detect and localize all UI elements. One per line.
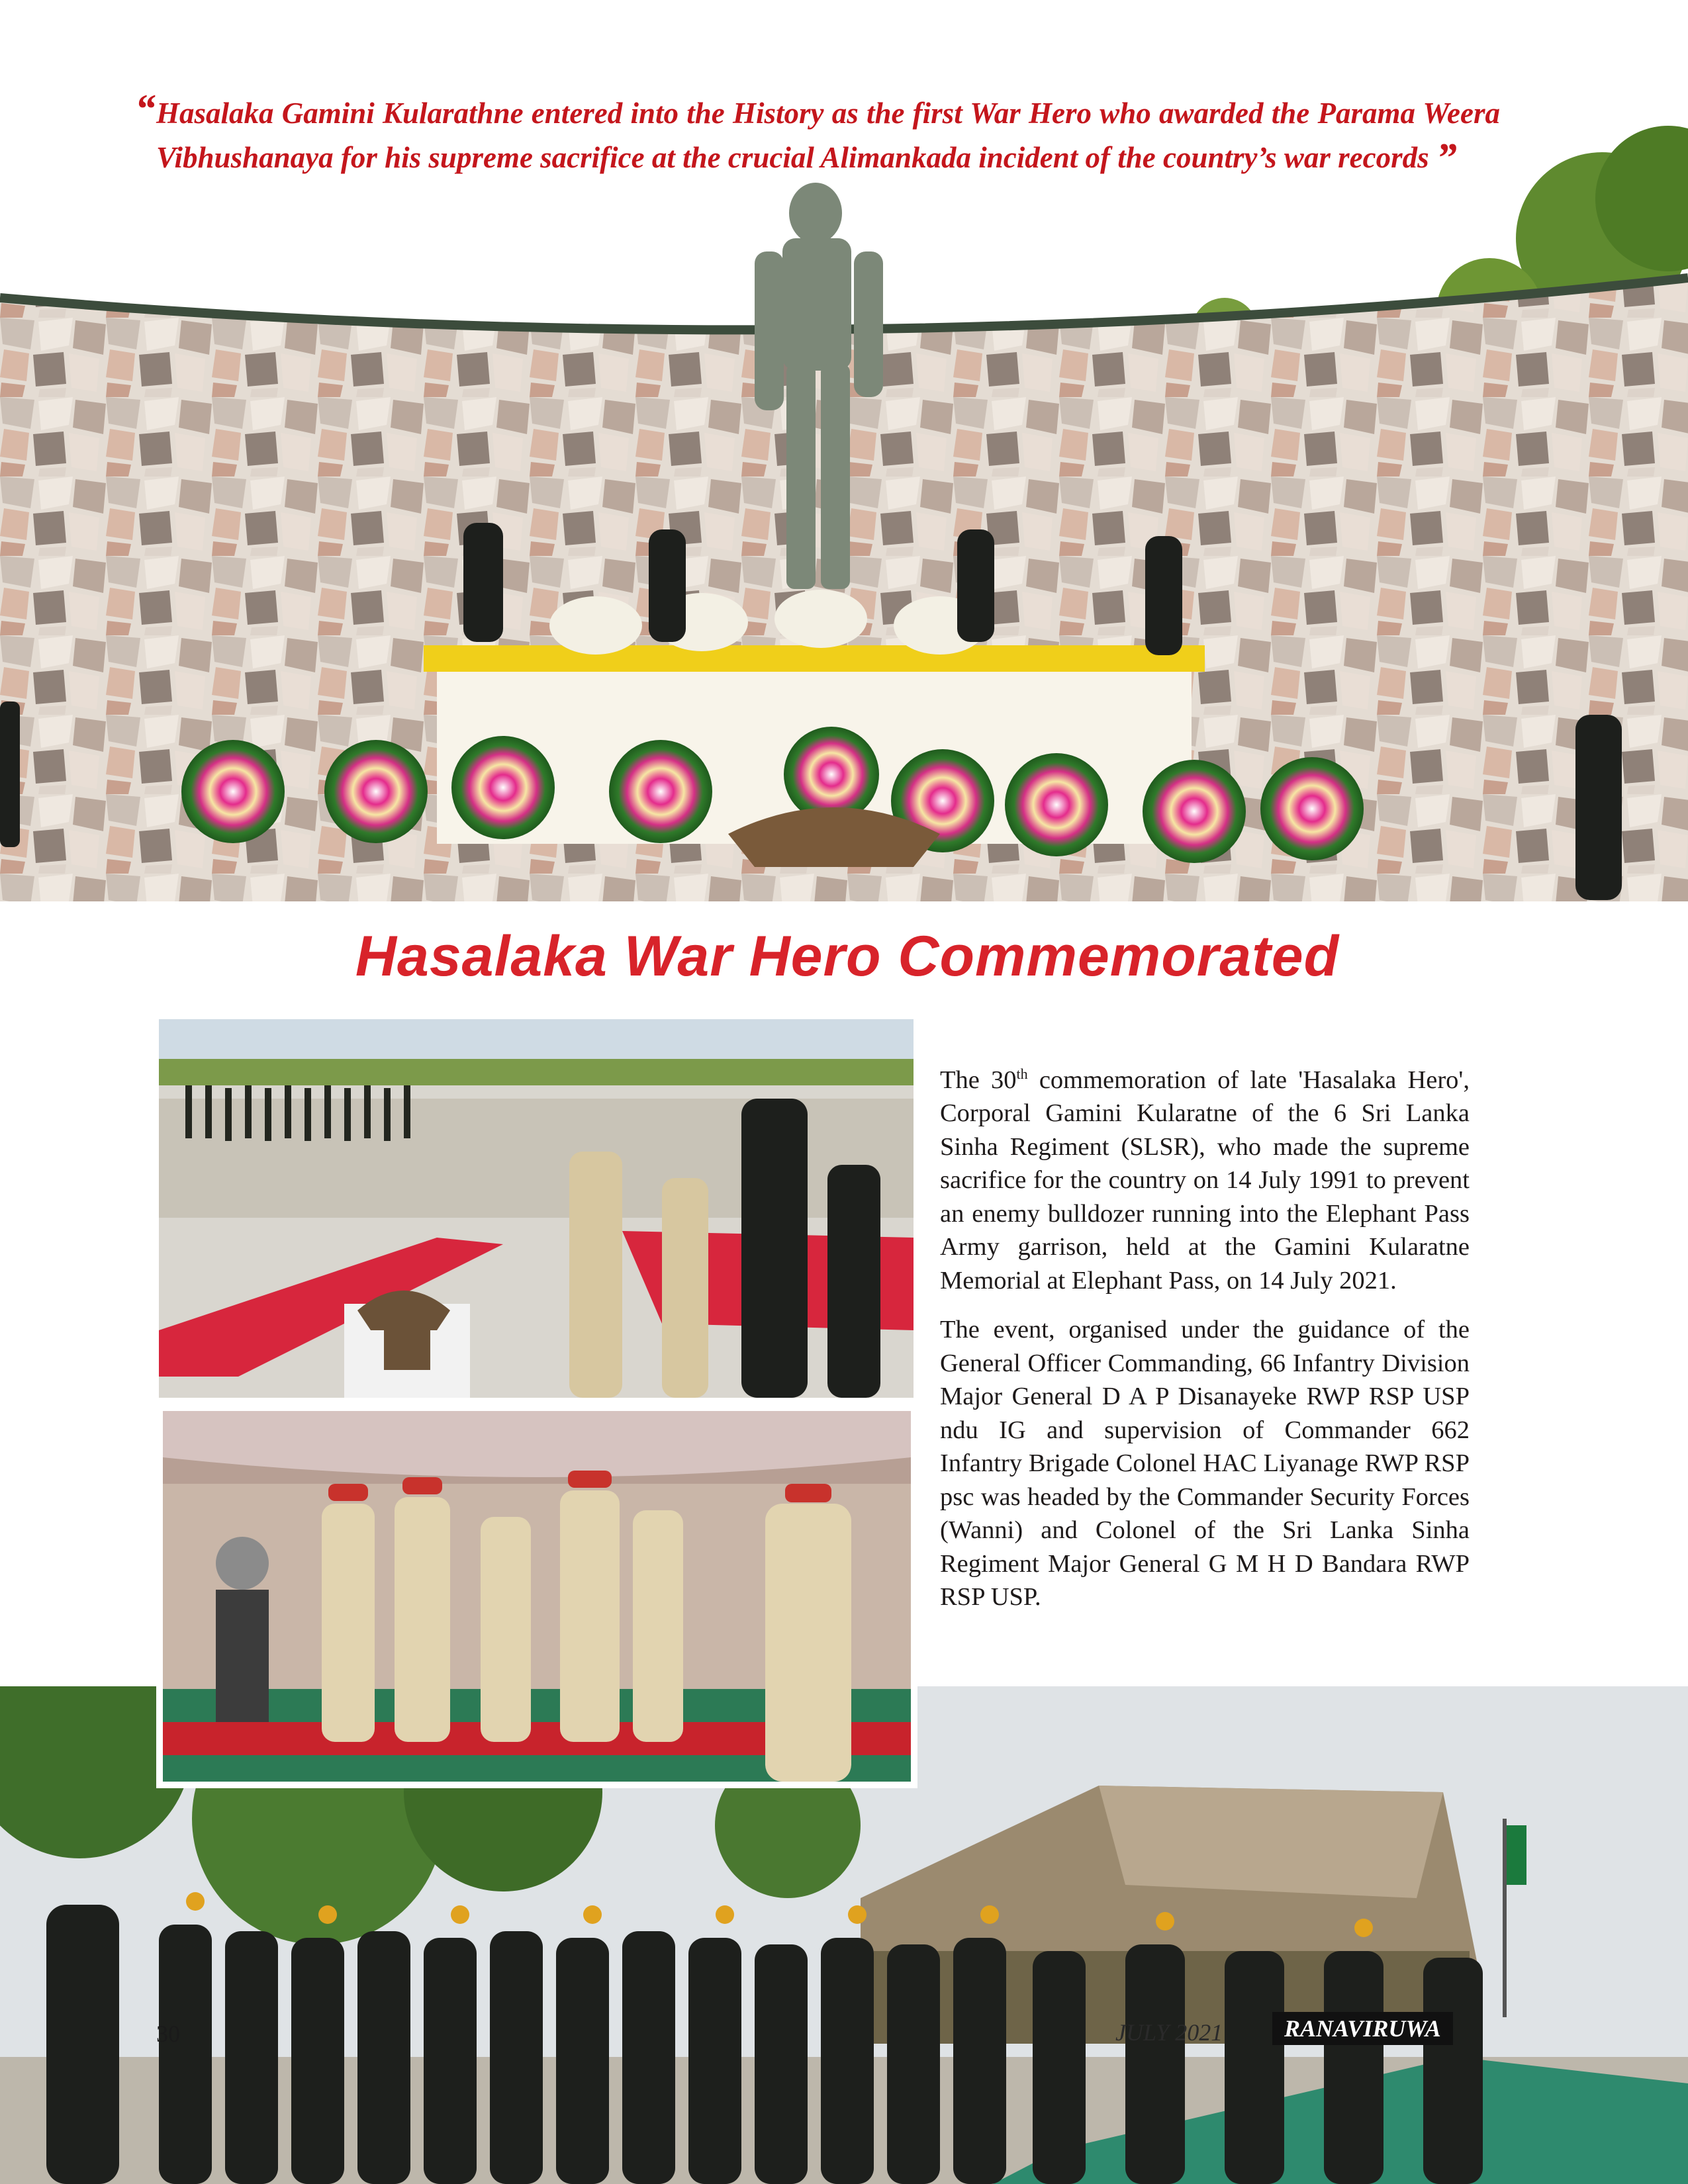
page-number: 30 <box>156 2021 180 2047</box>
article-paragraph-2: The event, organised under the guidance of the General Officer Commanding, 66 Infantry Division Major General D A P Disanayeke RWP RSP USP ndu IG and supervision of Commander 662 Infantry Brigade Colonel HAC Liyanage RWP RSP psc was headed by the Commander Security Forces (Wanni) and Colonel of the Sri Lanka Sinha Regiment Major General G M H D Bandara RWP RSP USP. <box>940 1316 1470 1612</box>
pull-quote <box>135 87 1500 181</box>
article-paragraph-1-start: The 30 <box>940 1066 1017 1094</box>
quote-open-mark: “ <box>135 87 156 132</box>
quote-close-mark: ” <box>1436 136 1457 181</box>
dignitaries-illustration <box>163 1411 911 1782</box>
dignitaries-photo <box>156 1404 917 1788</box>
article-body <box>940 1058 1470 1630</box>
magazine-name: RANAVIRUWA <box>1272 2012 1453 2045</box>
pull-quote-text: Hasalaka Gamini Kularathne entered into the History as the first War Hero who awarded the Parama Weera Vibhushanaya for his supreme sacrifice at the crucial Alimankada incident of the country’s war records <box>156 97 1500 174</box>
article-paragraph-1 <box>940 1058 1470 1297</box>
article-paragraph-1-rest: commemoration of late 'Hasalaka Hero', Corporal Gamini Kularatne of the 6 Sri Lanka Sinha Regiment (SLSR), who made the supreme sacrifice for the country on 14 July 1991 to prevent an enemy bulldozer running into the Elephant Pass Army garrison, held at the Gamini Kularatne Memorial at Elephant Pass, on 14 July 2021. <box>940 1066 1470 1295</box>
issue-date: JULY 2021 <box>1115 2019 1223 2046</box>
ordinal-suffix: th <box>1016 1066 1028 1082</box>
article-headline: Hasalaka War Hero Commemorated <box>355 925 1340 988</box>
lamp-lighting-illustration <box>159 1019 914 1398</box>
lamp-lighting-photo <box>159 1019 914 1398</box>
